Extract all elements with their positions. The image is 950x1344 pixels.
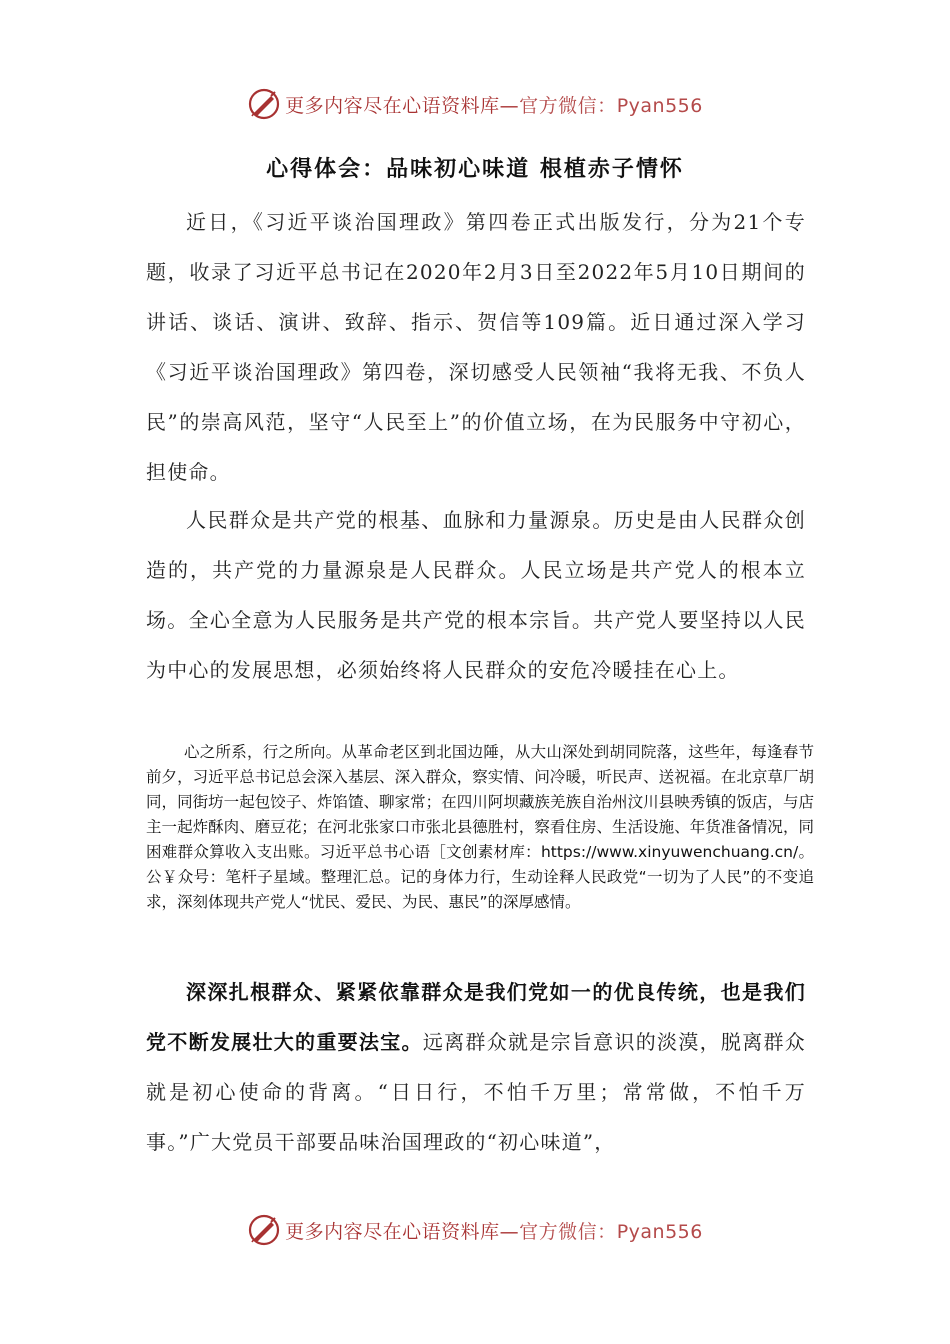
footer-banner	[0, 1210, 950, 1250]
paragraph-3: 心之所系，行之所向。从革命老区到北国边陲，从大山深处到胡同院落，这些年，每逢春节前夕，习近平总书记总会深入基层、深入群众，察实情、问冷暖，听民声、送祝福。在北京草厂胡同，同街坊一起包饺子、炸馅馇、聊家常；在四川阿坝藏族羌族自治州汶川县映秀镇的饭店，与店主一起炸酥肉、磨豆花；在河北张家口市张北县德胜村，察看住房、生活设施、年货准备情况，同困难群众算收入支出账。习近平总书心语［文创素材库：https://www.xinyuwenchuang.cn/。公￥众号：笔杆子星域。整理汇总。记的身体力行，生动诠释人民政党“一切为了人民”的不变追求，深刻体现共产党人“忧民、爱民、为民、惠民”的深厚感情。	[146, 743, 814, 911]
banner-text: 更多内容尽在心语资料库—官方微信：Pyan556	[285, 1220, 703, 1243]
pen-seal-icon	[247, 87, 281, 121]
page-title: 心得体会：品味初心味道 根植赤子情怀	[266, 157, 684, 182]
paragraph-4-bold-lead: 深深扎根群众、紧紧依靠群众是我们党如一的优良传统，也是我们党不断发展壮大的重要法宝。	[146, 980, 806, 1054]
banner-text: 更多内容尽在心语资料库—官方微信：Pyan556	[285, 94, 703, 117]
paragraph-4-rest: 远离群众就是宗旨意识的淡漠，脱离群众就是初心使命的背离。“日日行，不怕千万里；常常做，不怕千万事。”广大党员干部要品味治国理政的“初心味道”，	[146, 1030, 806, 1154]
paragraph-2: 人民群众是共产党的根基、血脉和力量源泉。历史是由人民群众创造的，共产党的力量源泉是人民群众。人民立场是共产党人的根本立场。全心全意为人民服务是共产党的根本宗旨。共产党人要坚持以人民为中心的发展思想，必须始终将人民群众的安危冷暖挂在心上。	[146, 508, 806, 682]
pen-seal-icon	[247, 1213, 281, 1247]
paragraph-4	[146, 967, 806, 1167]
paragraph-1: 近日，《习近平谈治国理政》第四卷正式出版发行，分为21个专题，收录了习近平总书记在2020年2月3日至2022年5月10日期间的讲话、谈话、演讲、致辞、指示、贺信等109篇。近日通过深入学习《习近平谈治国理政》第四卷，深切感受人民领袖“我将无我、不负人民”的崇高风范，坚守“人民至上”的价值立场，在为民服务中守初心，担使命。	[146, 210, 806, 484]
header-banner	[0, 84, 950, 124]
